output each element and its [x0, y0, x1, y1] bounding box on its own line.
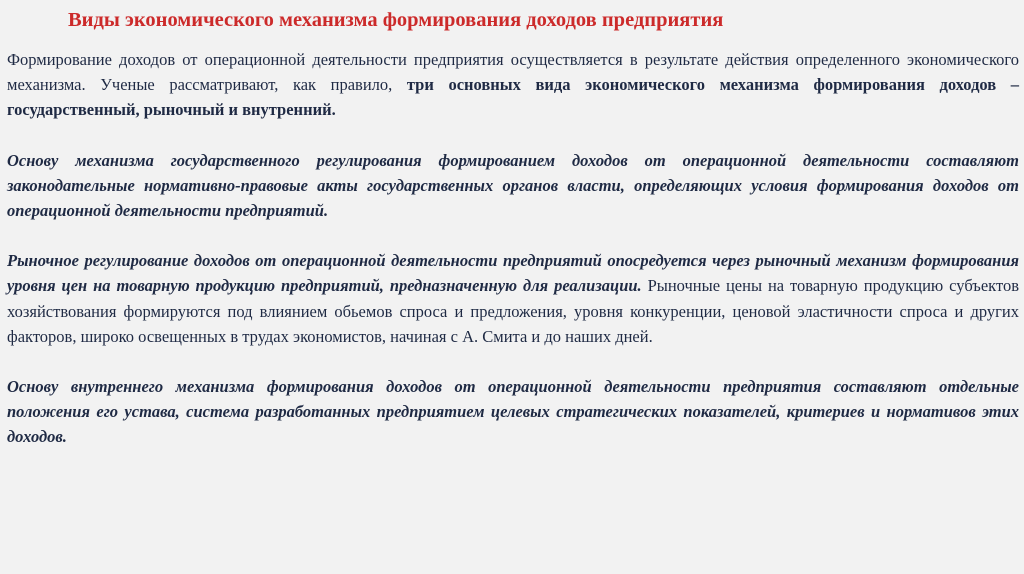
slide-body [7, 47, 1019, 450]
market-mechanism-text: Рыночные цены на товарную продукцию субъектов хозяйствования формируются под влиянием обьемов спроса и предложения, уровня конкуренции, ценовой эластичности спроса и других факторов, широко освещенных в трудах экономистов, начиная с А. Смита и до наших дней. [7, 276, 1019, 346]
paragraph-intro [7, 47, 1019, 123]
paragraph-internal-mechanism [7, 374, 1019, 450]
slide-title: Виды экономического механизма формирования доходов предприятия [68, 9, 724, 31]
intro-text: Формирование доходов от операционной деятельности предприятия осуществляется в результате действия определенного экономического механизма. Ученые рассматривают, как правило, [7, 50, 1019, 95]
internal-mechanism-text: Основу внутреннего механизма формирования доходов от операционной деятельности предприятия составляют отдельные положения его устава, система разработанных предприятием целевых стратегических показателей, критериев и нормативов этих доходов. [7, 377, 1019, 447]
intro-emphasis: три основных вида экономического механизма формирования доходов – государственный, рыночный и внутренний. [7, 75, 1020, 120]
state-mechanism-text: Основу механизма государственного регулирования формированием доходов от операционной деятельности составляют законодательные нормативно-правовые акты государственных органов власти, определяющих условия формирования доходов от операционной деятельности предприятий. [7, 150, 1019, 221]
paragraph-state-mechanism [7, 148, 1019, 224]
market-mechanism-emphasis: Рыночное регулирование доходов от операционной деятельности предприятий опосредуется через рыночный механизм формирования уровня цен на товарную продукцию предприятий, предназначенную для реализации. [7, 251, 1019, 296]
paragraph-market-mechanism [7, 248, 1019, 349]
